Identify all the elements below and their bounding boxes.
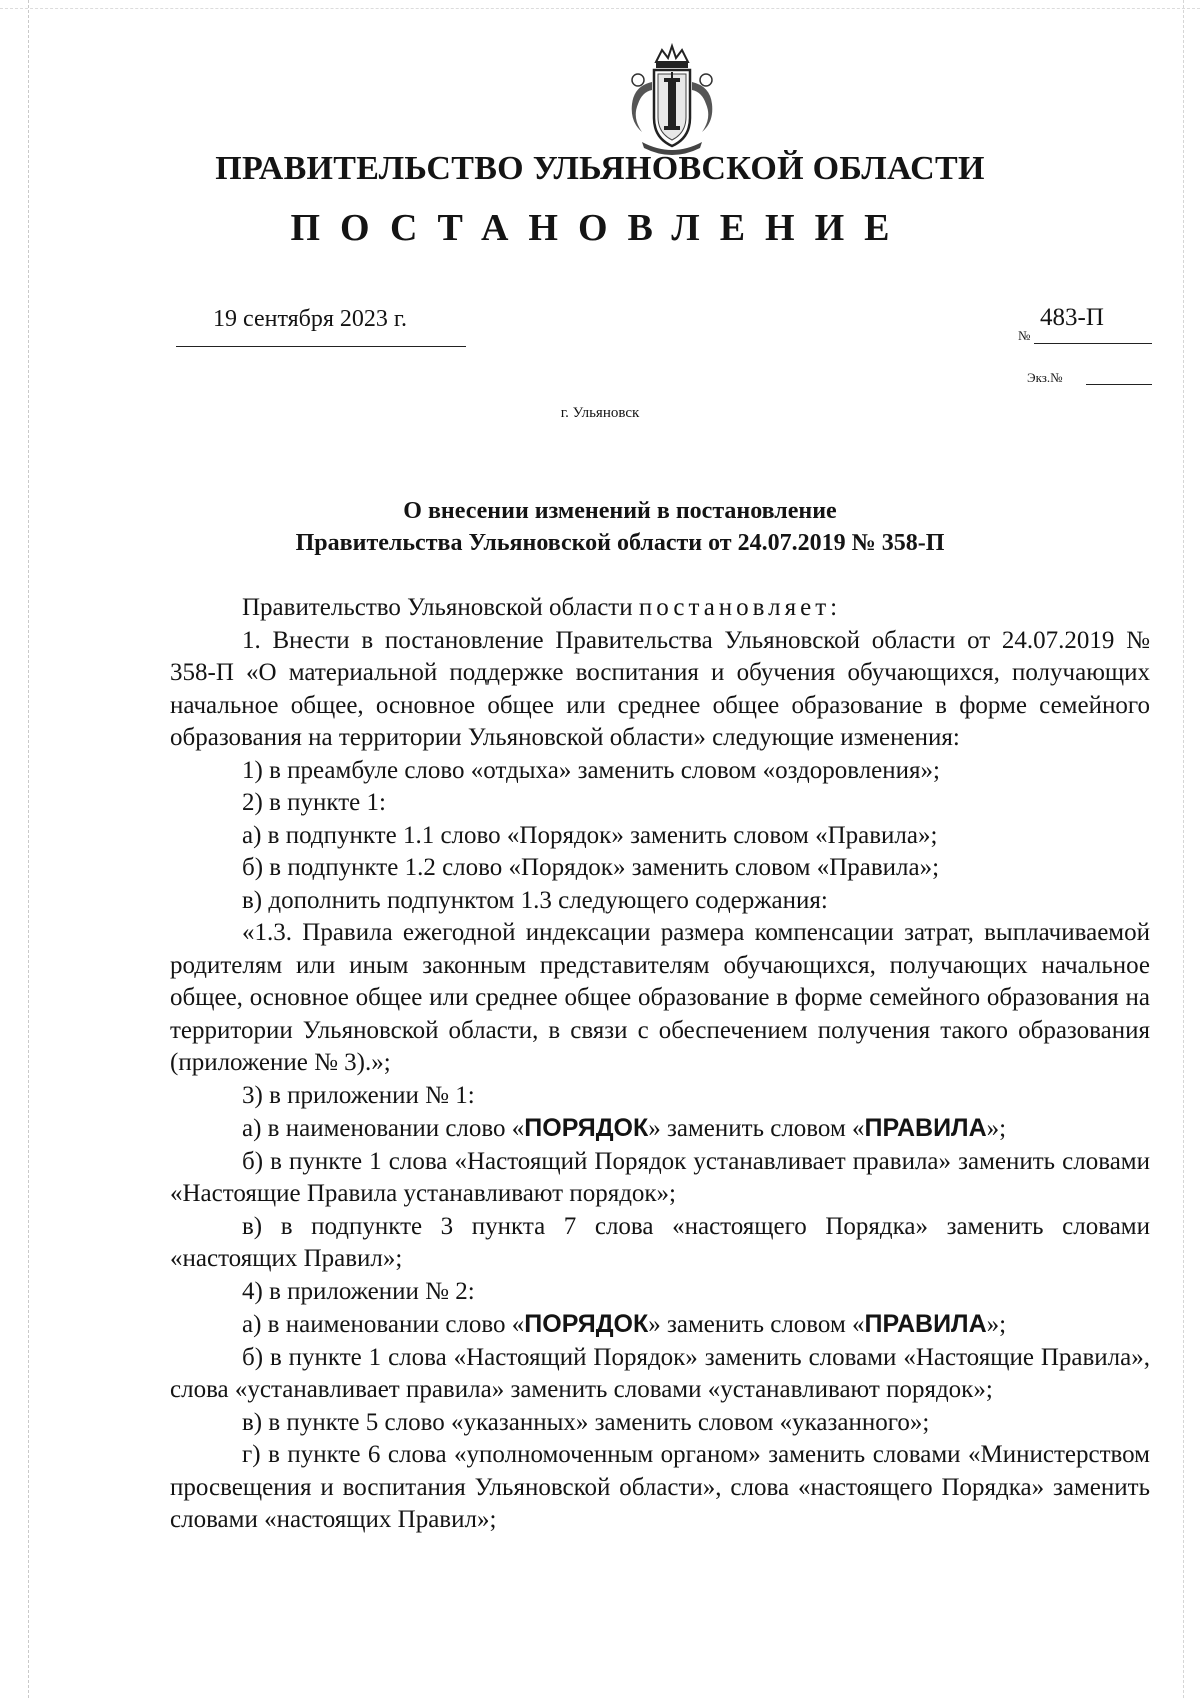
document-date: 19 сентября 2023 г. bbox=[213, 306, 408, 332]
item-2c-text: «1.3. Правила ежегодной индексации размера компенсации затрат, выплачиваемой родителям или иным законным представителям обучающихся, получающих начальное общее, основное общее или среднее общее образование в форме семейного образования на территории Ульяновской области, в связи с обеспечением получения такого образования (приложение № 3).»; bbox=[170, 919, 1150, 1076]
government-title: ПРАВИТЕЛЬСТВО УЛЬЯНОВСКОЙ ОБЛАСТИ bbox=[215, 150, 985, 187]
scan-edge-right bbox=[1183, 0, 1184, 1698]
scan-edge-left bbox=[28, 0, 29, 1698]
copy-number-underline bbox=[1086, 384, 1152, 385]
document-subject bbox=[170, 495, 1070, 559]
item-2a: а) в подпункте 1.1 слово «Порядок» заменить словом «Правила»; bbox=[242, 821, 938, 849]
item-2: 2) в пункте 1: bbox=[242, 789, 386, 816]
item-4a-post: »; bbox=[986, 1311, 1007, 1338]
item-3c: в) в подпункте 3 пункта 7 слова «настоящего Порядка» заменить словами «настоящих Правил»; bbox=[170, 1212, 1150, 1272]
document-number: 483-П bbox=[1040, 304, 1104, 331]
item-4a-pre: а) в наименовании слово « bbox=[242, 1311, 525, 1338]
item-4a-bold-2: ПРАВИЛА bbox=[864, 1310, 987, 1338]
date-underline bbox=[176, 346, 466, 347]
intro-prefix: Правительство Ульяновской области bbox=[242, 594, 633, 621]
item-3a-post: »; bbox=[986, 1115, 1007, 1142]
number-underline bbox=[1034, 343, 1152, 344]
item-4a-mid: » заменить словом « bbox=[648, 1311, 865, 1338]
intro-suffix: : bbox=[830, 594, 838, 621]
item-4: 4) в приложении № 2: bbox=[242, 1277, 475, 1305]
item-3: 3) в приложении № 1: bbox=[242, 1081, 475, 1109]
item-4c: в) в пункте 5 слово «указанных» заменить словом «указанного»; bbox=[242, 1408, 930, 1436]
intro-verb: постановляет bbox=[638, 594, 831, 621]
item-3a-bold-1: ПОРЯДОК bbox=[524, 1114, 649, 1142]
item-3b: б) в пункте 1 слова «Настоящий Порядок устанавливает правила» заменить словами «Настоящие Правила устанавливают порядок»; bbox=[170, 1147, 1150, 1207]
subject-line-2: Правительства Ульяновской области от 24.07.2019 № 358-П bbox=[295, 530, 945, 556]
item-3a-mid: » заменить словом « bbox=[648, 1115, 865, 1142]
item-2c: в) дополнить подпунктом 1.3 следующего содержания: bbox=[242, 886, 828, 914]
document-type-title: ПОСТАНОВЛЕНИЕ bbox=[290, 207, 910, 249]
item-3a-pre: а) в наименовании слово « bbox=[242, 1115, 525, 1142]
item-3a bbox=[170, 1112, 1150, 1146]
subject-line-1: О внесении изменений в постановление bbox=[403, 498, 837, 524]
scan-edge-top bbox=[0, 8, 1200, 9]
coat-of-arms-icon bbox=[618, 42, 726, 157]
city: г. Ульяновск bbox=[560, 405, 640, 421]
intro-paragraph bbox=[170, 592, 1150, 625]
document-body bbox=[170, 592, 1150, 1537]
item-4a bbox=[170, 1308, 1150, 1342]
item-2b: б) в подпункте 1.2 слово «Порядок» заменить словом «Правила»; bbox=[242, 854, 940, 881]
item-4b: б) в пункте 1 слова «Настоящий Порядок» заменить словами «Настоящие Правила», слова «устанавливает правила» заменить словами «устанавливают порядок»; bbox=[170, 1343, 1150, 1403]
item-3a-bold-2: ПРАВИЛА bbox=[864, 1114, 987, 1142]
copy-number-label: Экз.№ bbox=[1027, 370, 1063, 385]
paragraph-1: 1. Внести в постановление Правительства Ульяновской области от 24.07.2019 № 358-П «О материальной поддержке воспитания и обучения обучающихся, получающих начальное общее, основное общее или среднее общее образование в форме семейного образования на территории Ульяновской области» следующие изменения: bbox=[170, 626, 1150, 751]
item-4d: г) в пункте 6 слова «уполномоченным органом» заменить словами «Министерством просвещения и воспитания Ульяновской области», слова «настоящего Порядка» заменить словами «настоящих Правил»; bbox=[170, 1441, 1150, 1533]
item-1: 1) в преамбуле слово «отдыха» заменить словом «оздоровления»; bbox=[242, 756, 940, 784]
number-prefix: № bbox=[1018, 328, 1031, 343]
item-4a-bold-1: ПОРЯДОК bbox=[524, 1310, 649, 1338]
